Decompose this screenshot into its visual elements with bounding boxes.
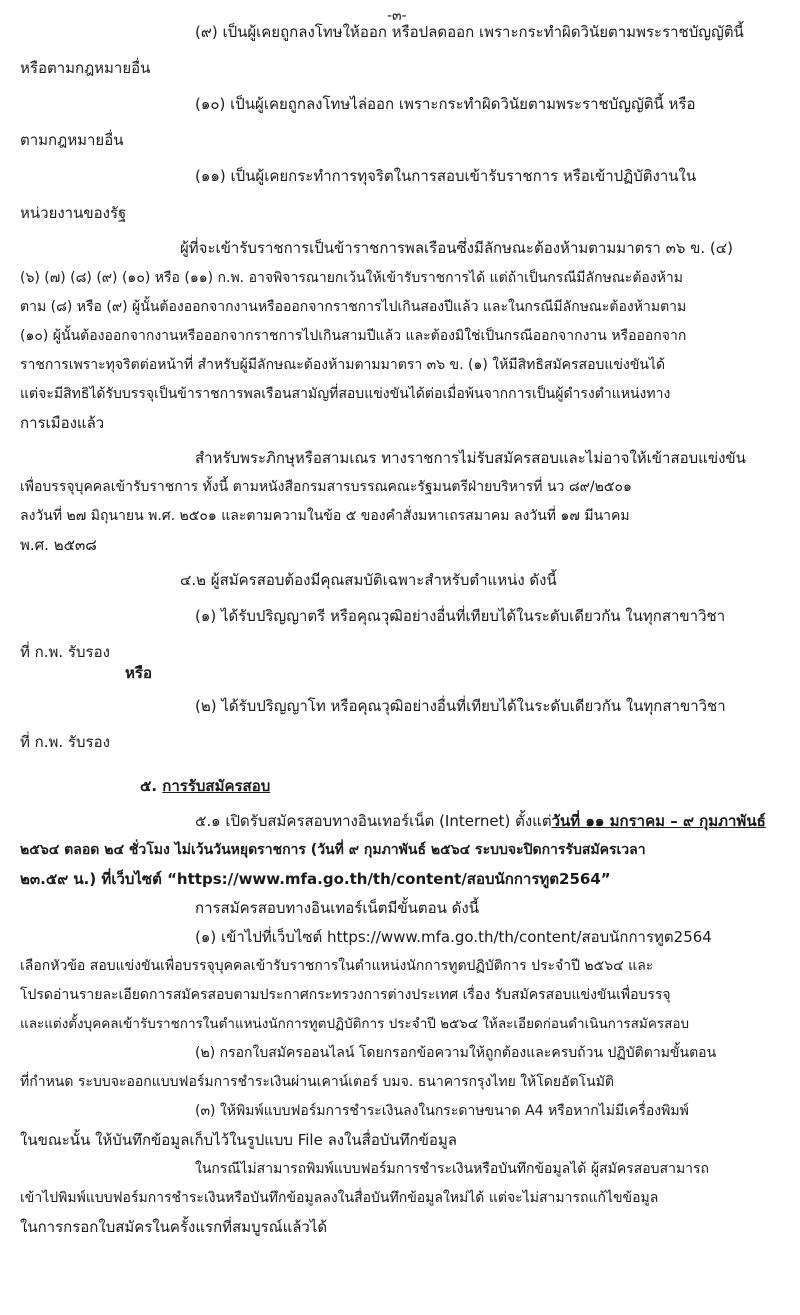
text-line: เลือกหัวข้อ สอบแข่งขันเพื่อบรรจุบุคคลเข้ารับราชการในตำแหน่งนักการทูตปฏิบัติการ ประจำปี ๒๕๖๔ และ <box>20 958 654 974</box>
text-line: (๑๐) ผู้นั้นต้องออกจากงานหรือออกจากราชการไปเกินสามปีแล้ว และต้องมิใช่เป็นกรณีออกจากงาน หรือออกจาก <box>20 328 687 344</box>
text-line: (๑) เข้าไปที่เว็บไซต์ https://www.mfa.go.th/th/content/สอบนักการทูต2564 <box>195 928 712 946</box>
text-line: การสมัครสอบทางอินเทอร์เน็ตมีขั้นตอน ดังนี้ <box>195 899 479 917</box>
section-title: การรับสมัครสอบ <box>162 777 271 795</box>
section-heading-4-2: ๔.๒ ผู้สมัครสอบต้องมีคุณสมบัติเฉพาะสำหรับตำแหน่ง ดังนี้ <box>180 571 557 589</box>
or-label: หรือ <box>125 664 152 682</box>
text-line: ตามกฎหมายอื่น <box>20 131 124 149</box>
text-line: (๖) (๗) (๘) (๙) (๑๐) หรือ (๑๑) ก.พ. อาจพิจารณายกเว้นให้เข้ารับราชการได้ แต่ถ้าเป็นกรณีมีลักษณะต้องห้าม <box>20 270 683 286</box>
text-line: เพื่อบรรจุบุคคลเข้ารับราชการ ทั้งนี้ ตามหนังสือกรมสารบรรณคณะรัฐมนตรีฝ่ายบริหารที่ นว ๘๙/๒๕๐๑ <box>20 479 632 495</box>
text-line: ๒๕๖๔ ตลอด ๒๔ ชั่วโมง ไม่เว้นวันหยุดราชการ (วันที่ ๙ กุมภาพันธ์ ๒๕๖๔ ระบบจะปิดการรับสมัครเวลา <box>20 842 646 858</box>
text-line: ลงวันที่ ๒๗ มิถุนายน พ.ศ. ๒๕๐๑ และตามความในข้อ ๕ ของคำสั่งมหาเถรสมาคม ลงวันที่ ๑๗ มีนาคม <box>20 508 630 524</box>
text-line: (๒) กรอกใบสมัครออนไลน์ โดยกรอกข้อความให้ถูกต้องและครบถ้วน ปฏิบัติตามขั้นตอน <box>195 1045 717 1061</box>
registration-period: วันที่ ๑๑ มกราคม – ๙ กุมภาพันธ์ <box>551 812 766 830</box>
text-line: ที่กำหนด ระบบจะออกแบบฟอร์มการชำระเงินผ่านเคาน์เตอร์ บมจ. ธนาคารกรุงไทย ให้โดยอัตโนมัติ <box>20 1074 615 1090</box>
text-line <box>195 811 766 831</box>
text-line: พ.ศ. ๒๕๓๘ <box>20 536 97 554</box>
text-line: (๑๐) เป็นผู้เคยถูกลงโทษไล่ออก เพราะกระทำผิดวินัยตามพระราชบัญญัตินี้ หรือ <box>195 95 696 113</box>
text-line: ในการกรอกใบสมัครในครั้งแรกที่สมบูรณ์แล้วได้ <box>20 1218 328 1236</box>
text-line: ราชการเพราะทุจริตต่อหน้าที่ สำหรับผู้มีลักษณะต้องห้ามตามมาตรา ๓๖ ข. (๑) ให้มีสิทธิสมัครสอบแข่งขันได้ <box>20 357 666 373</box>
text-line: ตาม (๘) หรือ (๙) ผู้นั้นต้องออกจากงานหรือออกจากราชการไปเกินสองปีแล้ว และในกรณีมีลักษณะต้องห้ามตาม <box>20 299 687 315</box>
text-line: (๙) เป็นผู้เคยถูกลงโทษให้ออก หรือปลดออก เพราะกระทำผิดวินัยตามพระราชบัญญัตินี้ <box>195 23 744 41</box>
text-line: เข้าไปพิมพ์แบบฟอร์มการชำระเงินหรือบันทึกข้อมูลลงในสื่อบันทึกข้อมูลใหม่ได้ แต่จะไม่สามารถแก้ไขข้อมูล <box>20 1190 659 1206</box>
text-line: (๒) ได้รับปริญญาโท หรือคุณวุฒิอย่างอื่นที่เทียบได้ในระดับเดียวกัน ในทุกสาขาวิชา <box>195 697 726 715</box>
text-line: ในขณะนั้น ให้บันทึกข้อมูลเก็บไว้ในรูปแบบ File ลงในสื่อบันทึกข้อมูล <box>20 1131 457 1149</box>
text-line: ผู้ที่จะเข้ารับราชการเป็นข้าราชการพลเรือนซึ่งมีลักษณะต้องห้ามตามมาตรา ๓๖ ข. (๔) <box>180 239 733 257</box>
text-line: ที่ ก.พ. รับรอง <box>20 643 110 661</box>
section-heading-5 <box>140 776 270 796</box>
text-line: (๑๑) เป็นผู้เคยกระทำการทุจริตในการสอบเข้ารับราชการ หรือเข้าปฏิบัติงานใน <box>195 167 697 185</box>
text-line: และแต่งตั้งบุคคลเข้ารับราชการในตำแหน่งนักการทูตปฏิบัติการ ประจำปี ๒๕๖๔ ให้ละเอียดก่อนดำเนินการสมัครสอบ <box>20 1016 690 1032</box>
text-line: สำหรับพระภิกษุหรือสามเณร ทางราชการไม่รับสมัครสอบและไม่อาจให้เข้าสอบแข่งขัน <box>195 449 746 467</box>
text-line: หน่วยงานของรัฐ <box>20 204 127 222</box>
text-line: (๑) ได้รับปริญญาตรี หรือคุณวุฒิอย่างอื่นที่เทียบได้ในระดับเดียวกัน ในทุกสาขาวิชา <box>195 607 726 625</box>
text-line: ๒๓.๕๙ น.) ที่เว็บไซต์ “https://www.mfa.go.th/th/content/สอบนักการทูต2564” <box>20 870 611 888</box>
text-line: โปรดอ่านรายละเอียดการสมัครสอบตามประกาศกระทรวงการต่างประเทศ เรื่อง รับสมัครสอบแข่งขันเพื่อบรรจุ <box>20 987 671 1003</box>
text-line: ในกรณีไม่สามารถพิมพ์แบบฟอร์มการชำระเงินหรือบันทึกข้อมูลได้ ผู้สมัครสอบสามารถ <box>195 1161 710 1177</box>
text-line: ที่ ก.พ. รับรอง <box>20 733 110 751</box>
section-number: ๕. <box>140 777 163 795</box>
text-line: การเมืองแล้ว <box>20 414 105 432</box>
text-line: หรือตามกฎหมายอื่น <box>20 59 151 77</box>
text-line: (๓) ให้พิมพ์แบบฟอร์มการชำระเงินลงในกระดาษขนาด A4 หรือหากไม่มีเครื่องพิมพ์ <box>195 1103 689 1119</box>
text-line: แต่จะมีสิทธิได้รับบรรจุเป็นข้าราชการพลเรือนสามัญที่สอบแข่งขันได้ต่อเมื่อพ้นจากการเป็นผู้ดำรงตำแหน่งทาง <box>20 386 671 402</box>
registration-intro: ๕.๑ เปิดรับสมัครสอบทางอินเทอร์เน็ต (Internet) ตั้งแต่ <box>195 812 552 830</box>
page-number: -๓- <box>387 8 407 24</box>
